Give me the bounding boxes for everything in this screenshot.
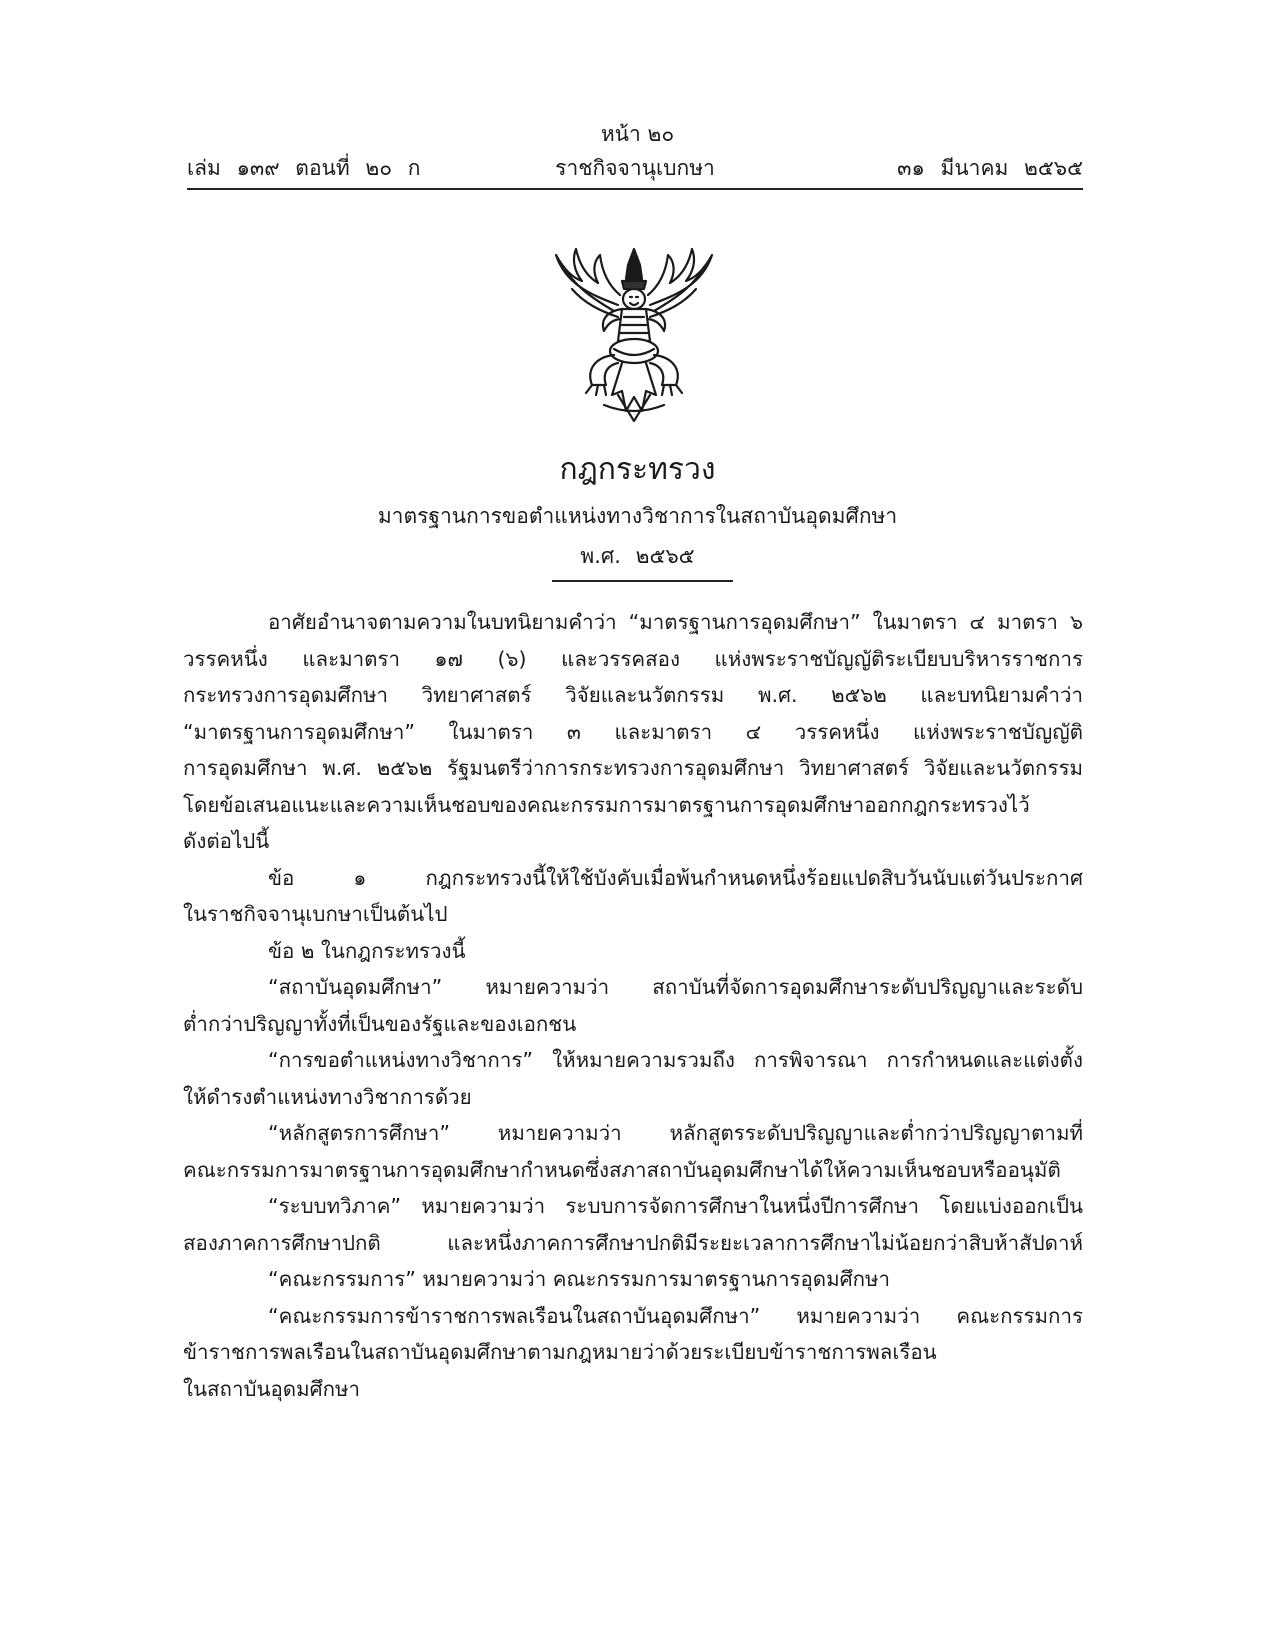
body-line: ดังต่อไปนี้: [183, 829, 270, 853]
body-line: คณะกรรมการมาตรฐานการอุดมศึกษากำหนดซึ่งสภาสถาบันอุดมศึกษาได้ให้ความเห็นชอบหรืออนุมัติ: [183, 1157, 1061, 1182]
body-line: โดยข้อเสนอแนะและความเห็นชอบของคณะกรรมการมาตรฐานการอุดมศึกษาออกกฎกระทรวงไว้: [183, 792, 1030, 817]
body-line: ให้ดำรงตำแหน่งทางวิชาการด้วย: [183, 1084, 472, 1109]
body-line: “คณะกรรมการ” หมายความว่า คณะกรรมการมาตรฐานการอุดมศึกษา: [268, 1267, 891, 1291]
body-line: “คณะกรรมการข้าราชการพลเรือนในสถาบันอุดมศึกษา” หมายความว่า คณะกรรมการ: [268, 1303, 1083, 1328]
body-line: อาศัยอำนาจตามความในบทนิยามคำว่า “มาตรฐานการอุดมศึกษา” ในมาตรา ๔ มาตรา ๖: [268, 610, 1083, 634]
document-body: [183, 604, 1083, 1407]
publication-date: ๓๑ มีนาคม ๒๕๖๕: [897, 156, 1083, 180]
body-line: ข้าราชการพลเรือนในสถาบันอุดมศึกษาตามกฎหมายว่าด้วยระเบียบข้าราชการพลเรือน: [183, 1340, 937, 1364]
body-line: “การขอตำแหน่งทางวิชาการ” ให้หมายความรวมถึง การพิจารณา การกำหนดและแต่งตั้ง: [268, 1048, 1083, 1072]
volume-issue: เล่ม ๑๓๙ ตอนที่ ๒๐ ก: [187, 156, 421, 180]
body-line: การอุดมศึกษา พ.ศ. ๒๕๖๒ รัฐมนตรีว่าการกระทรวงการอุดมศึกษา วิทยาศาสตร์ วิจัยและนวัตกรรม: [183, 756, 1083, 780]
document-title: กฎกระทรวง: [559, 452, 716, 487]
body-line: กระทรวงการอุดมศึกษา วิทยาศาสตร์ วิจัยและนวัตกรรม พ.ศ. ๒๕๖๒ และบทนิยามคำว่า: [183, 683, 1083, 707]
running-header: [187, 152, 1083, 182]
page-number: หน้า ๒๐: [600, 122, 675, 146]
document-year: พ.ศ. ๒๕๖๕: [580, 544, 695, 568]
gazette-name: ราชกิจจานุเบกษา: [555, 156, 715, 180]
body-line: “ระบบทวิภาค” หมายความว่า ระบบการจัดการศึกษาในหนึ่งปีการศึกษา โดยแบ่งออกเป็น: [268, 1194, 1083, 1218]
document-subtitle: มาตรฐานการขอตำแหน่งทางวิชาการในสถาบันอุดมศึกษา: [377, 504, 898, 528]
body-line: วรรคหนึ่ง และมาตรา ๑๗ (๖) และวรรคสอง แห่งพระราชบัญญัติระเบียบบริหารราชการ: [183, 646, 1083, 671]
header-rule: [187, 188, 1083, 190]
title-rule: [552, 580, 733, 582]
body-line: สองภาคการศึกษาปกติ และหนึ่งภาคการศึกษาปกติมีระยะเวลาการศึกษาไม่น้อยกว่าสิบห้าสัปดาห์: [183, 1230, 1083, 1255]
body-line: ข้อ ๑ กฎกระทรวงนี้ให้ใช้บังคับเมื่อพ้นกำหนดหนึ่งร้อยแปดสิบวันนับแต่วันประกาศ: [268, 865, 1083, 890]
body-line: “มาตรฐานการอุดมศึกษา” ในมาตรา ๓ และมาตรา ๔ วรรคหนึ่ง แห่งพระราชบัญญัติ: [183, 719, 1083, 744]
garuda-emblem-icon: [552, 245, 716, 425]
body-line: “หลักสูตรการศึกษา” หมายความว่า หลักสูตรระดับปริญญาและต่ำกว่าปริญญาตามที่: [268, 1121, 1083, 1145]
body-line: ในสถาบันอุดมศึกษา: [183, 1376, 361, 1401]
body-line: ในราชกิจจานุเบกษาเป็นต้นไป: [183, 902, 448, 926]
body-line: “สถาบันอุดมศึกษา” หมายความว่า สถาบันที่จัดการอุดมศึกษาระดับปริญญาและระดับ: [268, 975, 1083, 999]
body-line: ต่ำกว่าปริญญาทั้งที่เป็นของรัฐและของเอกชน: [183, 1011, 577, 1036]
body-line: ข้อ ๒ ในกฎกระทรวงนี้: [268, 938, 466, 963]
